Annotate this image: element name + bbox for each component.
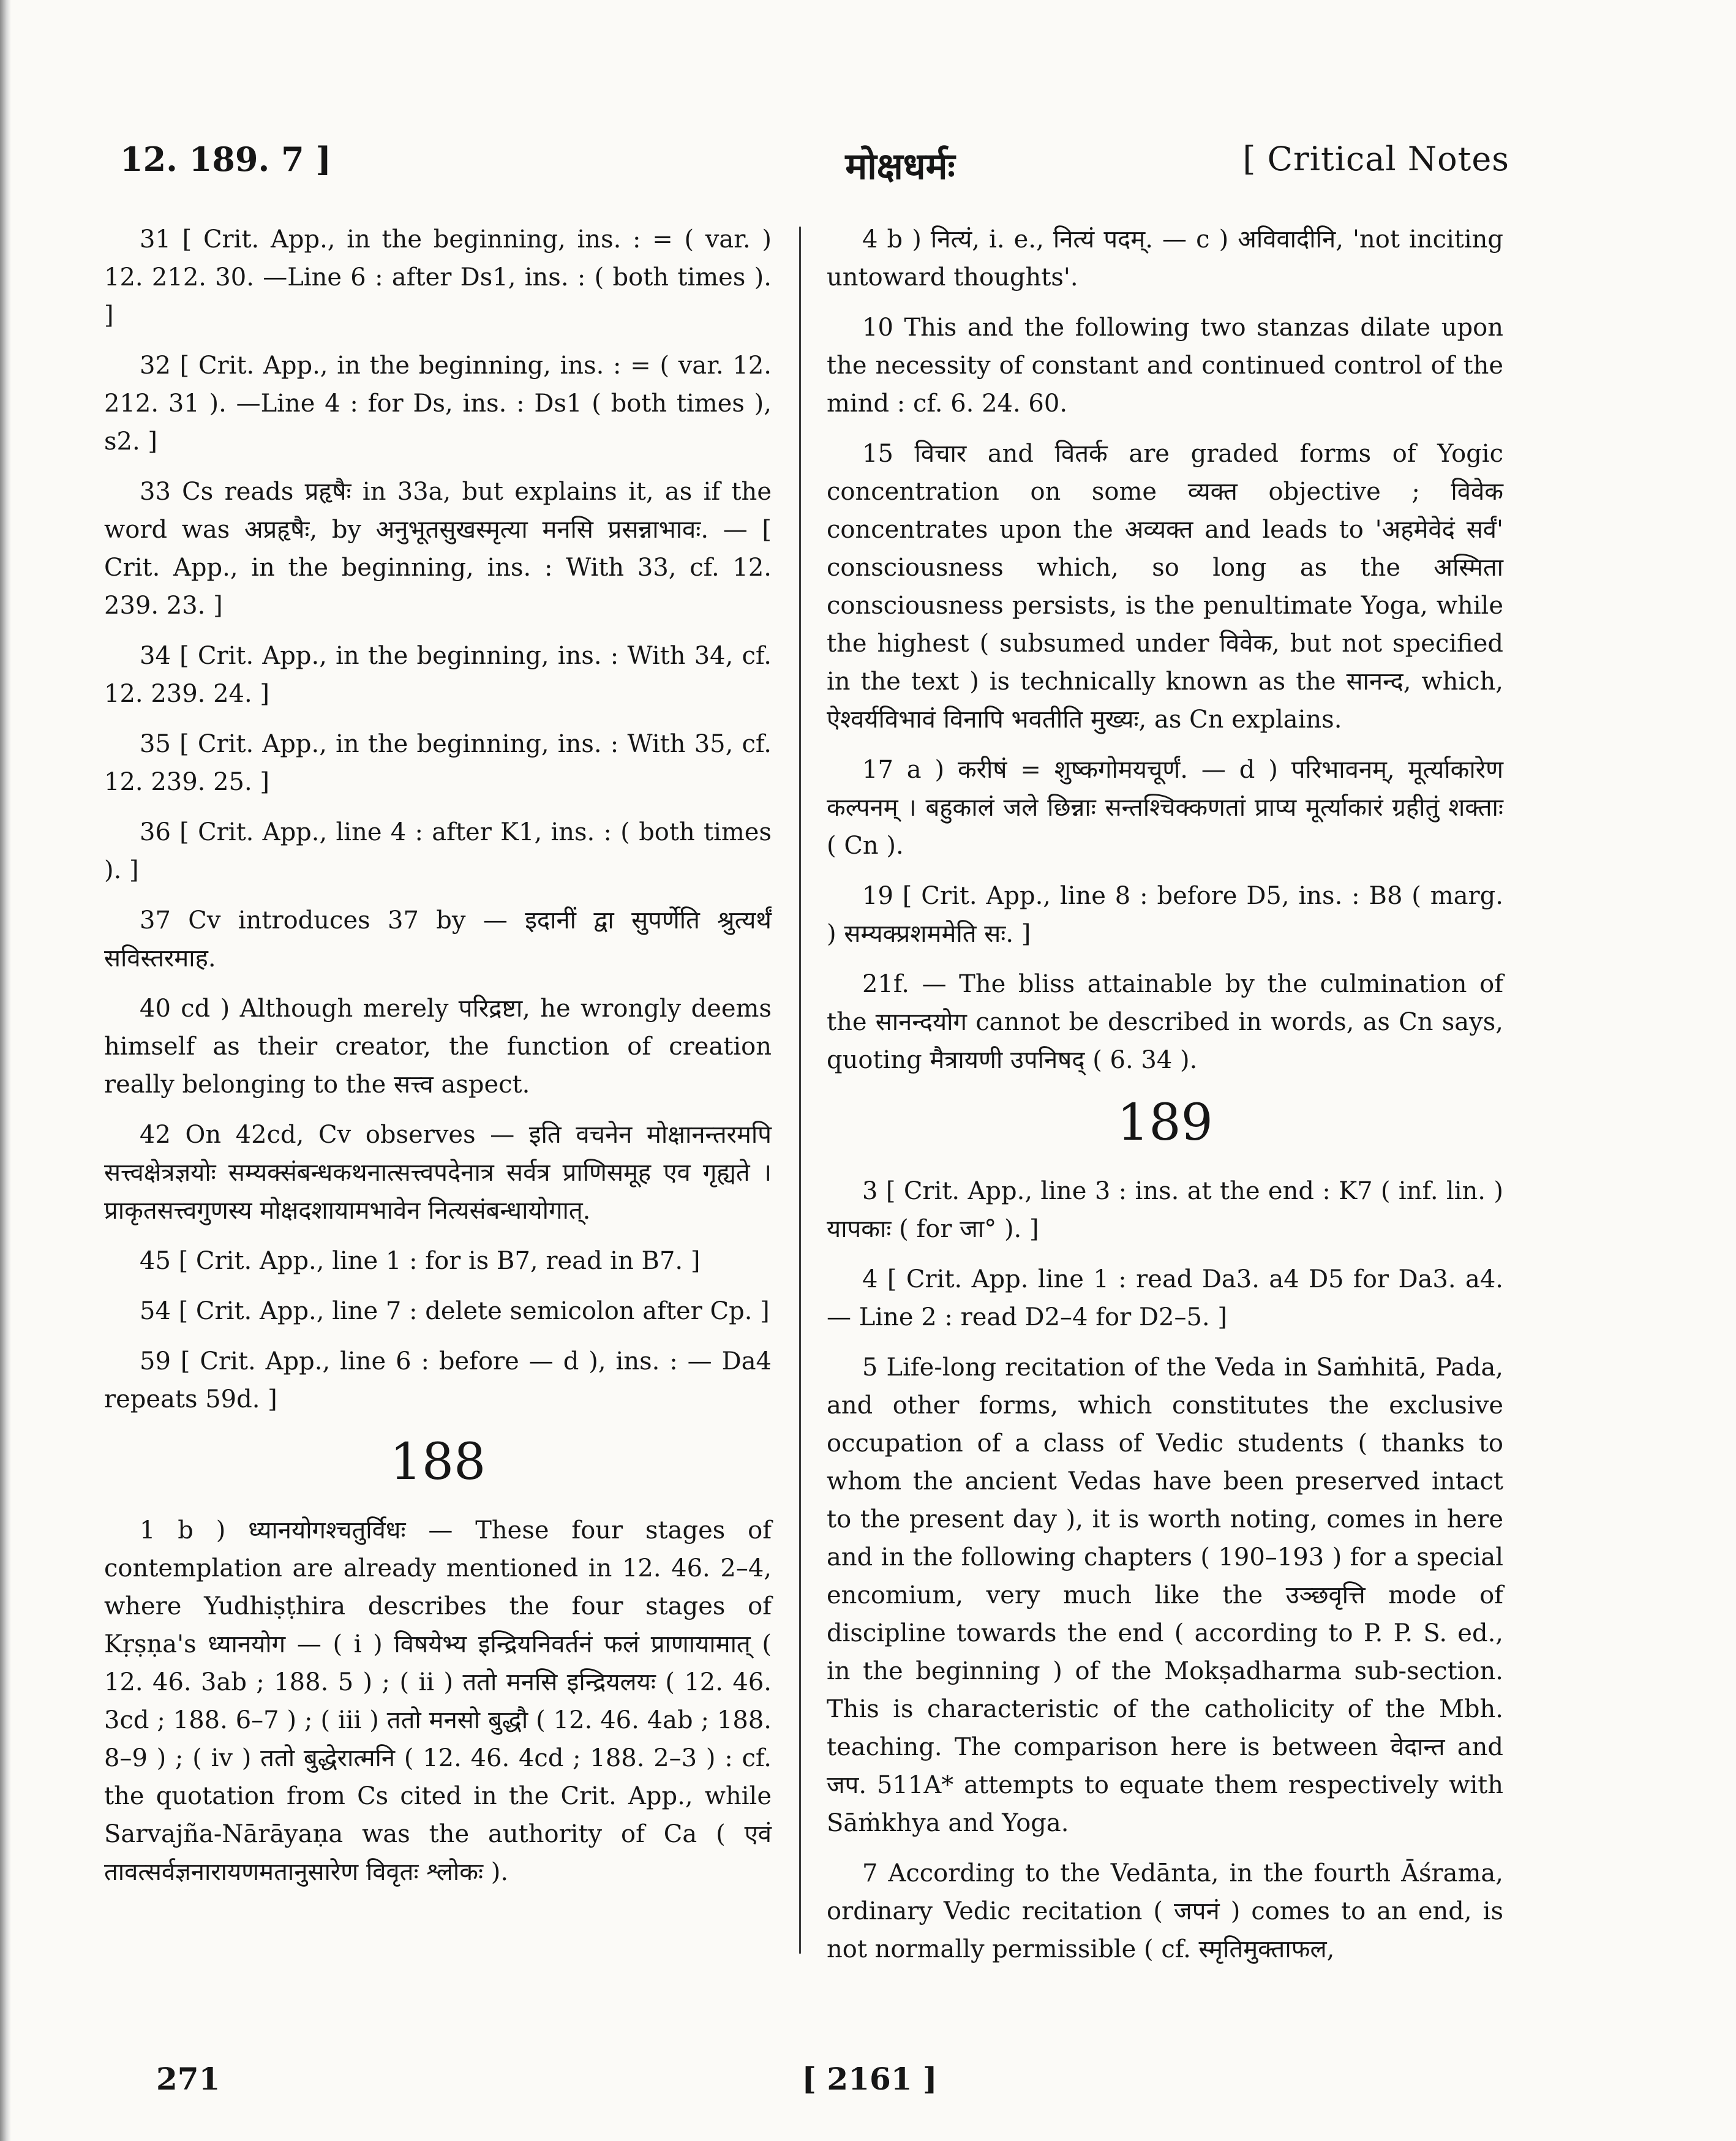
- scan-edge: [0, 0, 11, 2141]
- header-reference: 12. 189. 7 ]: [120, 140, 331, 179]
- left-column: [104, 220, 772, 1903]
- note-189-7: 7 According to the Vedānta, in the fourth Āśrama, ordinary Vedic recitation ( जपनं ) comes to an end, is not normally permissible ( cf. स्मृतिमुक्ताफल,: [827, 1859, 1503, 1963]
- note-54: 54 [ Crit. App., line 7 : delete semicolon after Cp. ]: [140, 1297, 770, 1325]
- column-divider: [799, 227, 801, 1954]
- note-19: 19 [ Crit. App., line 8 : before D5, ins. : B8 ( marg. ) सम्यक्प्रशममेति सः. ]: [827, 882, 1503, 948]
- note-35: 35 [ Crit. App., in the beginning, ins. : With 35, cf. 12. 239. 25. ]: [104, 730, 772, 796]
- note-45: 45 [ Crit. App., line 1 : for is B7, read in B7. ]: [140, 1247, 701, 1275]
- footer-signature-number: 271: [156, 2061, 220, 2097]
- chapter-heading-189: 189: [1117, 1094, 1213, 1152]
- note-34: 34 [ Crit. App., in the beginning, ins. : With 34, cf. 12. 239. 24. ]: [104, 642, 772, 708]
- note-21f: 21f. — The bliss attainable by the culmination of the सानन्दयोग cannot be described in words, as Cn says, quoting मैत्रायणी उपनिषद् ( 6. 34 ).: [827, 970, 1503, 1074]
- note-36: 36 [ Crit. App., line 4 : after K1, ins. : ( both times ). ]: [104, 818, 772, 884]
- note-189-5: 5 Life-long recitation of the Veda in Saṁhitā, Pada, and other forms, which constitutes the exclusive occupation of a class of Vedic students ( thanks to whom the ancient Vedas have been preserved intact to the present day ), it is worth noting, comes in here and in the following chapters ( 190–193 ) for a special encomium, very much like the उञ्छवृत्ति mode of discipline towards the end ( according to P. P. S. ed., in the beginning ) of the Mokṣadharma sub-section. This is characteristic of the catholicity of the Mbh. teaching. The comparison here is between वेदान्त and जप. 511A* attempts to equate them respectively with Sāṁkhya and Yoga.: [827, 1353, 1503, 1837]
- chapter-heading-188: 188: [389, 1433, 486, 1491]
- note-33: 33 Cs reads प्रहृषैः in 33a, but explains it, as if the word was अप्रहृषैः, by अनुभूतसुखस्मृत्या मनसि प्रसन्नाभावः. — [ Crit. App., in the beginning, ins. : With 33, cf. 12. 239. 23. ]: [104, 478, 772, 620]
- note-189-3: 3 [ Crit. App., line 3 : ins. at the end : K7 ( inf. lin. ) यापकाः ( for जा° ). ]: [827, 1177, 1503, 1243]
- note-37: 37 Cv introduces 37 by — इदानीं द्वा सुपर्णेति श्रुत्यर्थं सविस्तरमाह.: [104, 906, 772, 973]
- footer-page-number: [ 2161 ]: [802, 2061, 938, 2097]
- header-title: मोक्षधर्मः: [845, 145, 955, 188]
- note-188-1: 1 b ) ध्यानयोगश्चतुर्विधः — These four stages of contemplation are already mentioned in 12. 46. 2–4, where Yudhiṣṭhira describes the four stages of Kṛṣṇa's ध्यानयोग — ( i ) विषयेभ्य इन्द्रियनिवर्तनं फलं प्राणायामात् ( 12. 46. 3ab ; 188. 5 ) ; ( ii ) ततो मनसि इन्द्रियलयः ( 12. 46. 3cd ; 188. 6–7 ) ; ( iii ) ततो मनसो बुद्धौ ( 12. 46. 4ab ; 188. 8–9 ) ; ( iv ) ततो बुद्धेरात्मनि ( 12. 46. 4cd ; 188. 2–3 ) : cf. the quotation from Cs cited in the Crit. App., while Sarvajña-Nārāyaṇa was the authority of Ca ( एवं तावत्सर्वज्ञनारायणमतानुसारेण विवृतः श्लोकः ).: [104, 1516, 772, 1886]
- header-section-label: [ Critical Notes: [1242, 140, 1509, 178]
- note-15: 15 विचार and वितर्क are graded forms of Yogic concentration on some व्यक्त objective ; विवेक concentrates upon the अव्यक्त and leads to 'अहमेवेदं सर्वं' consciousness which, so long as the अस्मिता consciousness persists, is the penultimate Yoga, while the highest ( subsumed under विवेक, but not specified in the text ) is technically known as the सानन्द, which, ऐश्वर्यविभावं विनापि भवतीति मुख्यः, as Cn explains.: [827, 440, 1503, 734]
- note-31: 31 [ Crit. App., in the beginning, ins. : = ( var. ) 12. 212. 30. —Line 6 : after Ds1, ins. : ( both times ). ]: [104, 225, 772, 329]
- right-column: [827, 220, 1503, 1981]
- note-59: 59 [ Crit. App., line 6 : before — d ), ins. : — Da4 repeats 59d. ]: [104, 1347, 772, 1413]
- note-32: 32 [ Crit. App., in the beginning, ins. : = ( var. 12. 212. 31 ). —Line 4 : for Ds, ins. : Ds1 ( both times ), s2. ]: [104, 352, 772, 456]
- note-4: 4 b ) नित्यं, i. e., नित्यं पदम्. — c ) अविवादीनि, 'not inciting untoward thoughts'.: [827, 225, 1503, 292]
- note-189-4: 4 [ Crit. App. line 1 : read Da3. a4 D5 for Da3. a4. — Line 2 : read D2–4 for D2–5. ]: [827, 1265, 1503, 1331]
- note-40: 40 cd ) Although merely परिद्रष्टा, he wrongly deems himself as their creator, the function of creation really belonging to the सत्त्व aspect.: [104, 995, 772, 1099]
- note-42: 42 On 42cd, Cv observes — इति वचनेन मोक्षानन्तरमपि सत्त्वक्षेत्रज्ञयोः सम्यक्संबन्धकथनात्सत्त्वपदेनात्र सर्वत्र प्राणिसमूह एव गृह्यते । प्राकृतसत्त्वगुणस्य मोक्षदशायामभावेन नित्यसंबन्धायोगात्.: [104, 1121, 772, 1225]
- note-10: 10 This and the following two stanzas dilate upon the necessity of constant and continued control of the mind : cf. 6. 24. 60.: [827, 314, 1503, 418]
- note-17: 17 a ) करीषं = शुष्कगोमयचूर्णं. — d ) परिभावनम्, मूर्त्याकारेण कल्पनम् । बहुकालं जले छिन्नाः सन्तश्चिक्कणतां प्राप्य मूर्त्याकारं ग्रहीतुं शक्ताः ( Cn ).: [827, 756, 1503, 860]
